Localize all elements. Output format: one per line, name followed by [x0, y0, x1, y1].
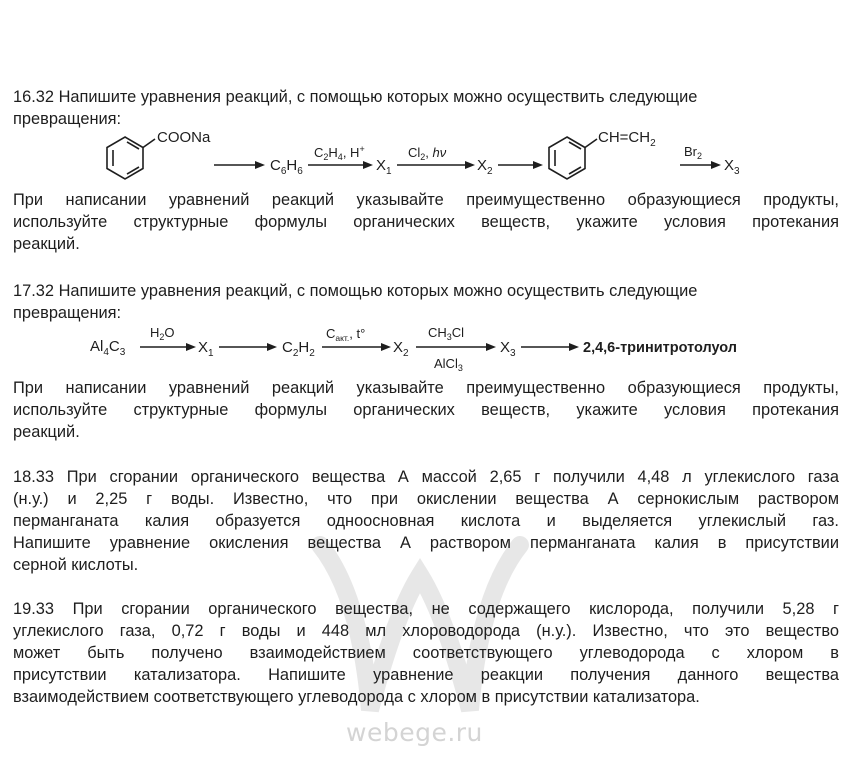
styrene-substituent: $CH=CH_2$	[598, 129, 656, 149]
styrene-ring	[549, 137, 597, 179]
watermark-text: webege.ru	[346, 718, 483, 747]
reaction-arrow	[322, 343, 391, 351]
problem-intro-line: 16.32 Напишите уравнения реакций, с помощью которых можно осуществить следующие	[13, 88, 698, 106]
reaction-arrow	[498, 161, 543, 169]
reaction-arrow	[214, 161, 265, 169]
compound-al4c3: $Al_4C_3$	[90, 338, 126, 358]
reaction-arrow	[521, 343, 579, 351]
arrow-condition: $H_2O$	[150, 325, 175, 342]
compound-c6h6: $C_6H_6$	[270, 157, 303, 177]
intermediate-x2: $X_2$	[477, 157, 493, 177]
reaction-arrow	[308, 161, 373, 169]
arrow-condition: $C_{акт.}$, t°	[326, 326, 366, 343]
problem-note-line: реакций.	[13, 423, 80, 441]
reaction-arrow	[416, 343, 496, 351]
problem-note-line: При написании уравнений реакций указывайте преимущественно образующиеся продукты,	[13, 191, 839, 209]
problem-note-line: используйте структурные формулы органических веществ, укажите условия протекания	[13, 213, 839, 231]
compound-c2h2: $C_2H_2$	[282, 339, 315, 359]
intermediate-x2: $X_2$	[393, 339, 409, 359]
problem-line: взаимодействием соответствующего углеводорода с хлором в присутствии катализатора.	[13, 688, 700, 706]
problem-intro-line: превращения:	[13, 304, 122, 322]
final-product: 2,4,6-тринитротолуол	[583, 340, 737, 356]
intermediate-x3: $X_3$	[500, 339, 516, 359]
reaction-arrow	[397, 161, 475, 169]
benzene-ring	[107, 137, 155, 179]
problem-line: может быть получено взаимодействием соответствующего углеводорода с хлором в	[13, 644, 839, 662]
problem-line: присутствии катализатора. Напишите уравнение реакции получения данного вещества	[13, 666, 839, 684]
reaction-arrow	[680, 161, 721, 169]
arrow-condition: $Br_2$	[684, 144, 703, 161]
problem-line: 19.33 При сгорании органического вещества, не содержащего кислорода, получили 5,28 г	[13, 600, 839, 618]
intermediate-x3: $X_3$	[724, 157, 740, 177]
arrow-condition: $Cl_2$, hν	[408, 145, 447, 162]
problem-17-32-note	[13, 377, 839, 443]
problem-line: углекислого газа, 0,72 г воды и 448 мл хлороводорода (н.у.). Известно, что это вещество	[13, 622, 839, 640]
intermediate-x1: $X_1$	[198, 339, 214, 359]
problem-note-line: При написании уравнений реакций указывайте преимущественно образующиеся продукты,	[13, 379, 839, 397]
problem-18-33	[13, 466, 839, 576]
reaction-arrow	[219, 343, 277, 351]
problem-line: Напишите уравнение окисления вещества А раствором перманганата калия в присутствии	[13, 534, 839, 552]
problem-line: серной кислоты.	[13, 556, 139, 574]
intermediate-x1: $X_1$	[376, 157, 392, 177]
reaction-arrow	[140, 343, 196, 351]
problem-note-line: используйте структурные формулы органических веществ, укажите условия протекания	[13, 401, 839, 419]
arrow-catalyst: AlCl$_3$	[434, 356, 463, 373]
reaction-scheme-17-32	[88, 318, 768, 381]
problem-intro-line: 17.32 Напишите уравнения реакций, с помощью которых можно осуществить следующие	[13, 282, 698, 300]
problem-16-32	[13, 86, 839, 130]
reaction-scheme-16-32	[100, 128, 760, 195]
problem-note-line: реакций.	[13, 235, 80, 253]
problem-19-33	[13, 598, 839, 708]
substituent-label: COONa	[157, 129, 211, 146]
arrow-condition: $C_2H_4$, H+	[314, 144, 365, 162]
arrow-condition: $CH_3Cl$	[428, 325, 465, 342]
problem-16-32-note	[13, 189, 839, 255]
problem-line: перманганата калия образуется одноосновная кислота и выделяется углекислый газ.	[13, 512, 839, 530]
problem-line: 18.33 При сгорании органического вещества А массой 2,65 г получили 4,48 л углекислого газа	[13, 468, 839, 486]
problem-line: (н.у.) и 2,25 г воды. Известно, что при окислении вещества А сернокислым раствором	[13, 490, 839, 508]
problem-intro-line: превращения:	[13, 110, 122, 128]
